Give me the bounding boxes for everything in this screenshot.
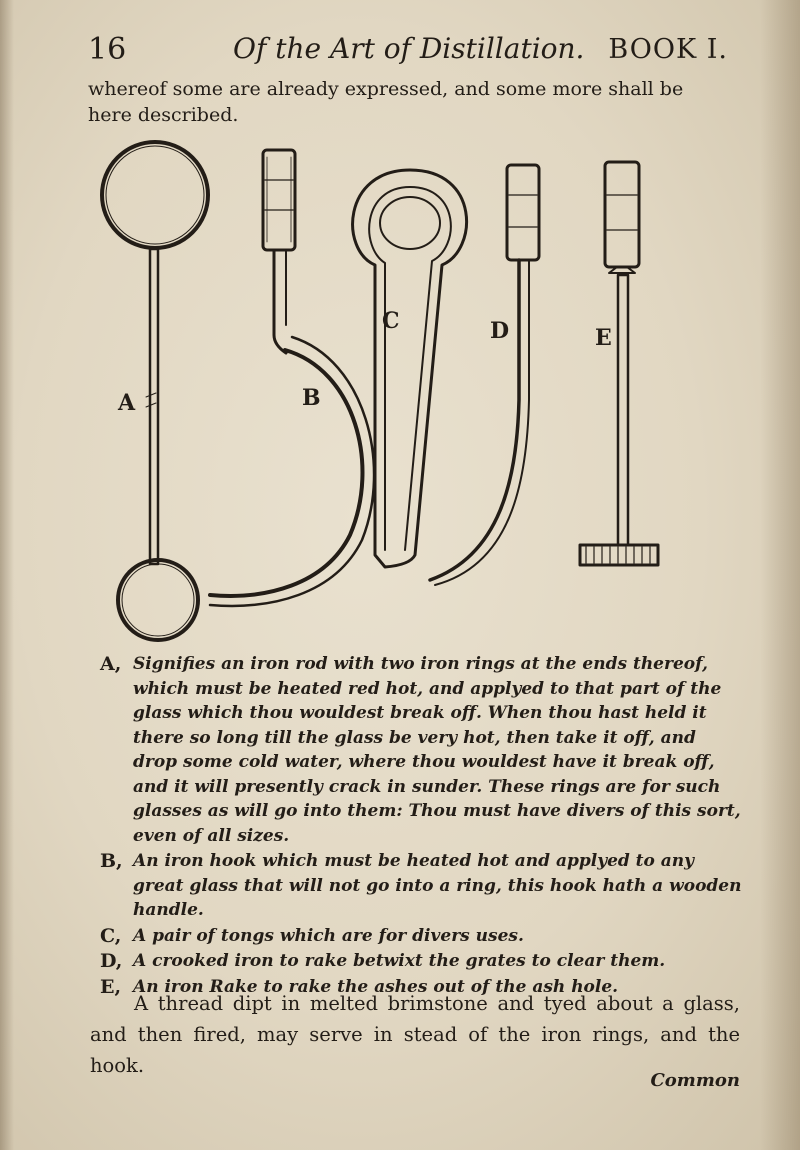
book-number: BOOK I. xyxy=(608,34,728,65)
legend-text-d: A crooked iron to rake betwixt the grates to clear them. xyxy=(133,951,666,971)
tool-c-tongs xyxy=(353,170,467,567)
figure-label-e: E xyxy=(595,325,612,351)
legend-entry-a xyxy=(100,652,745,848)
page-header xyxy=(88,30,728,74)
intro-paragraph: whereof some are already expressed, and some more shall be here described. xyxy=(88,78,684,126)
catchword: Common xyxy=(650,1070,740,1091)
page-gutter-shadow xyxy=(0,0,14,1150)
page-edge-shadow xyxy=(760,0,800,1150)
legend-text-e: An iron Rake to rake the ashes out of the ash hole. xyxy=(133,976,619,997)
distillation-tools-figure xyxy=(80,135,720,645)
legend-text-b: An iron hook which must be heated hot and applyed to any great glass that will not go into a ring, this hook hath a wooden handle. xyxy=(133,851,742,920)
legend-text-c: A pair of tongs which are for divers uses. xyxy=(133,925,524,946)
figure-label-c: C xyxy=(382,308,400,334)
figure-label-d: D xyxy=(490,318,510,344)
closing-paragraph: A thread dipt in melted brimstone and tyed about a glass, and then fired, may serve in stead of the iron rings, and the hook. xyxy=(90,992,740,1077)
figure-legend xyxy=(100,652,745,1000)
legend-key-d: D, xyxy=(100,950,123,972)
tool-e-rake xyxy=(580,162,658,565)
running-title: Of the Art of Distillation. xyxy=(233,32,585,65)
legend-entry-c xyxy=(100,924,745,949)
legend-entry-d xyxy=(100,949,745,974)
tool-d-crooked-iron xyxy=(430,165,539,585)
legend-key-a: A, xyxy=(100,653,122,675)
tool-b-hook xyxy=(210,150,374,606)
page-number: 16 xyxy=(88,32,127,67)
legend-entry-b xyxy=(100,849,745,923)
legend-text-a: Signifies an iron rod with two iron rings at the ends thereof, which must be heated red hot, and applyed to that part of the glass which thou wouldest break off. When thou hast held it there so long till the glass be very hot, then take it off, and drop some cold water, where thou wouldest have it break off, and it will presently crack in sunder. These rings are for such glasses as will go into them: Thou must have divers of this sort, even of all sizes. xyxy=(133,654,741,846)
figure-label-b: B xyxy=(302,385,321,411)
figure-label-a: A xyxy=(118,390,136,416)
legend-key-c: C, xyxy=(100,924,122,947)
legend-key-e: E, xyxy=(100,975,122,998)
tools-engraving xyxy=(80,135,720,645)
legend-key-b: B, xyxy=(100,850,123,872)
